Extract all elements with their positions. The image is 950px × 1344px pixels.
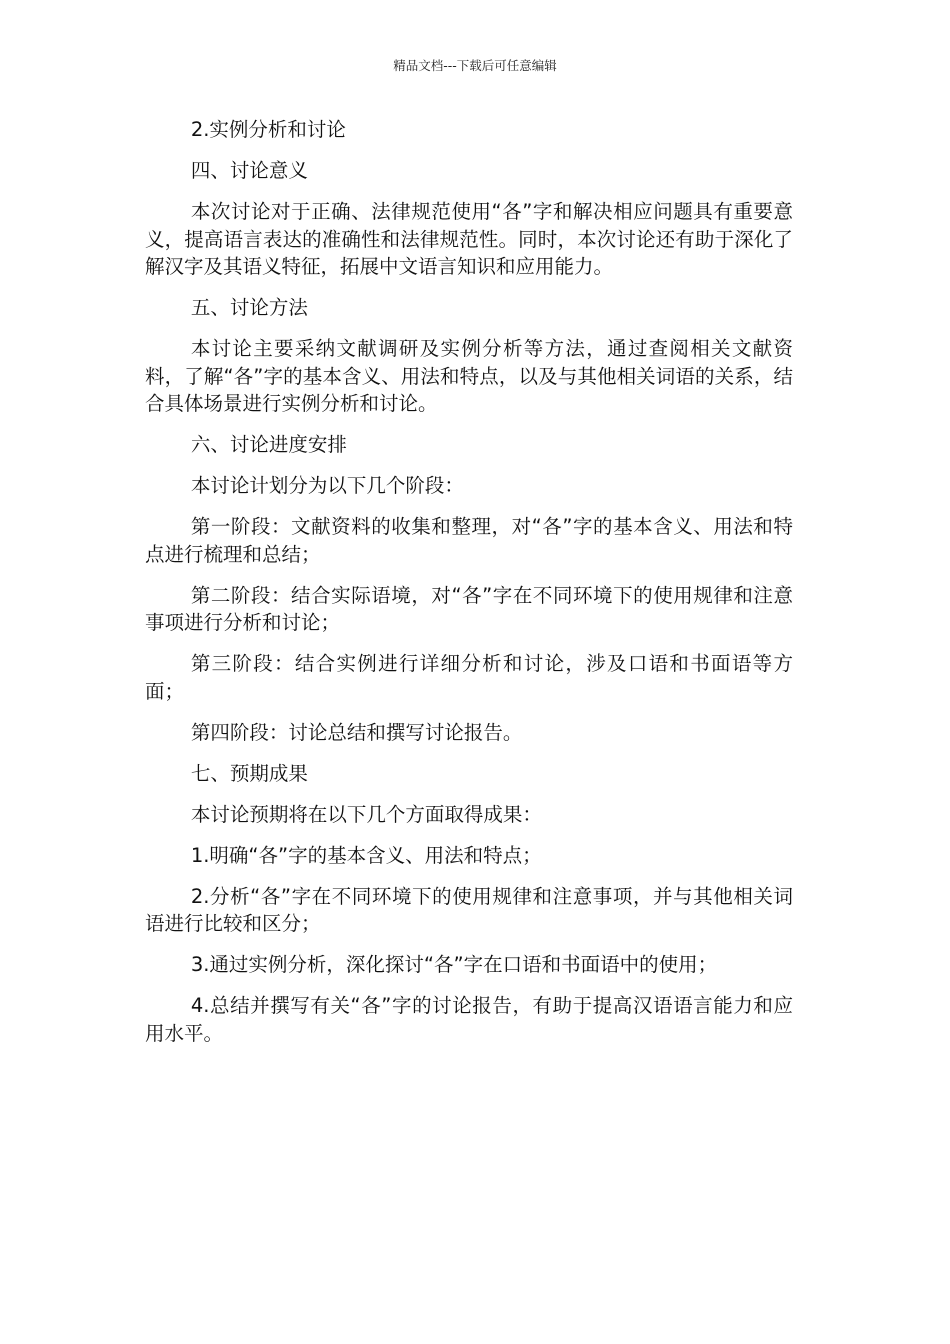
page-header: 精品文档---下载后可任意编辑 <box>393 58 557 73</box>
section-heading-methods: 五、讨论方法 <box>190 296 308 319</box>
schedule-stage-4: 第四阶段：讨论总结和撰写讨论报告。 <box>190 720 523 744</box>
section-heading-significance: 四、讨论意义 <box>190 159 308 182</box>
schedule-stage-2: 第二阶段：结合实际语境，对“各”字在不同环境下的使用规律和注意事项进行分析和讨论； <box>145 583 793 634</box>
schedule-stage-3: 第三阶段：结合实例进行详细分析和讨论，涉及口语和书面语等方面； <box>145 652 793 703</box>
outcome-item-1: 1.明确“各”字的基本含义、用法和特点； <box>190 843 542 867</box>
paragraph-significance: 本次讨论对于正确、法律规范使用“各”字和解决相应问题具有重要意义，提高语言表达的准确性和法律规范性。同时，本次讨论还有助于深化了解汉字及其语义特征，拓展中文语言知识和应用能力。 <box>145 200 793 278</box>
paragraph-outcomes-intro: 本讨论预期将在以下几个方面取得成果： <box>190 802 542 826</box>
outcome-item-3: 3.通过实例分析，深化探讨“各”字在口语和书面语中的使用； <box>190 953 718 976</box>
paragraph-schedule-intro: 本讨论计划分为以下几个阶段： <box>190 474 464 497</box>
document-body <box>145 116 793 1061</box>
schedule-stage-1: 第一阶段：文献资料的收集和整理，对“各”字的基本含义、用法和特点进行梳理和总结； <box>145 515 793 566</box>
section-heading-schedule: 六、讨论进度安排 <box>190 433 347 456</box>
outcome-item-2: 2.分析“各”字在不同环境下的使用规律和注意事项，并与其他相关词语进行比较和区分； <box>145 884 793 935</box>
item-heading: 2.实例分析和讨论 <box>190 118 346 141</box>
outcome-item-4: 4.总结并撰写有关“各”字的讨论报告，有助于提高汉语语言能力和应用水平。 <box>145 994 793 1045</box>
paragraph-methods: 本讨论主要采纳文献调研及实例分析等方法，通过查阅相关文献资料，了解“各”字的基本含义、用法和特点，以及与其他相关词语的关系，结合具体场景进行实例分析和讨论。 <box>145 337 793 415</box>
section-heading-outcomes: 七、预期成果 <box>190 761 308 785</box>
